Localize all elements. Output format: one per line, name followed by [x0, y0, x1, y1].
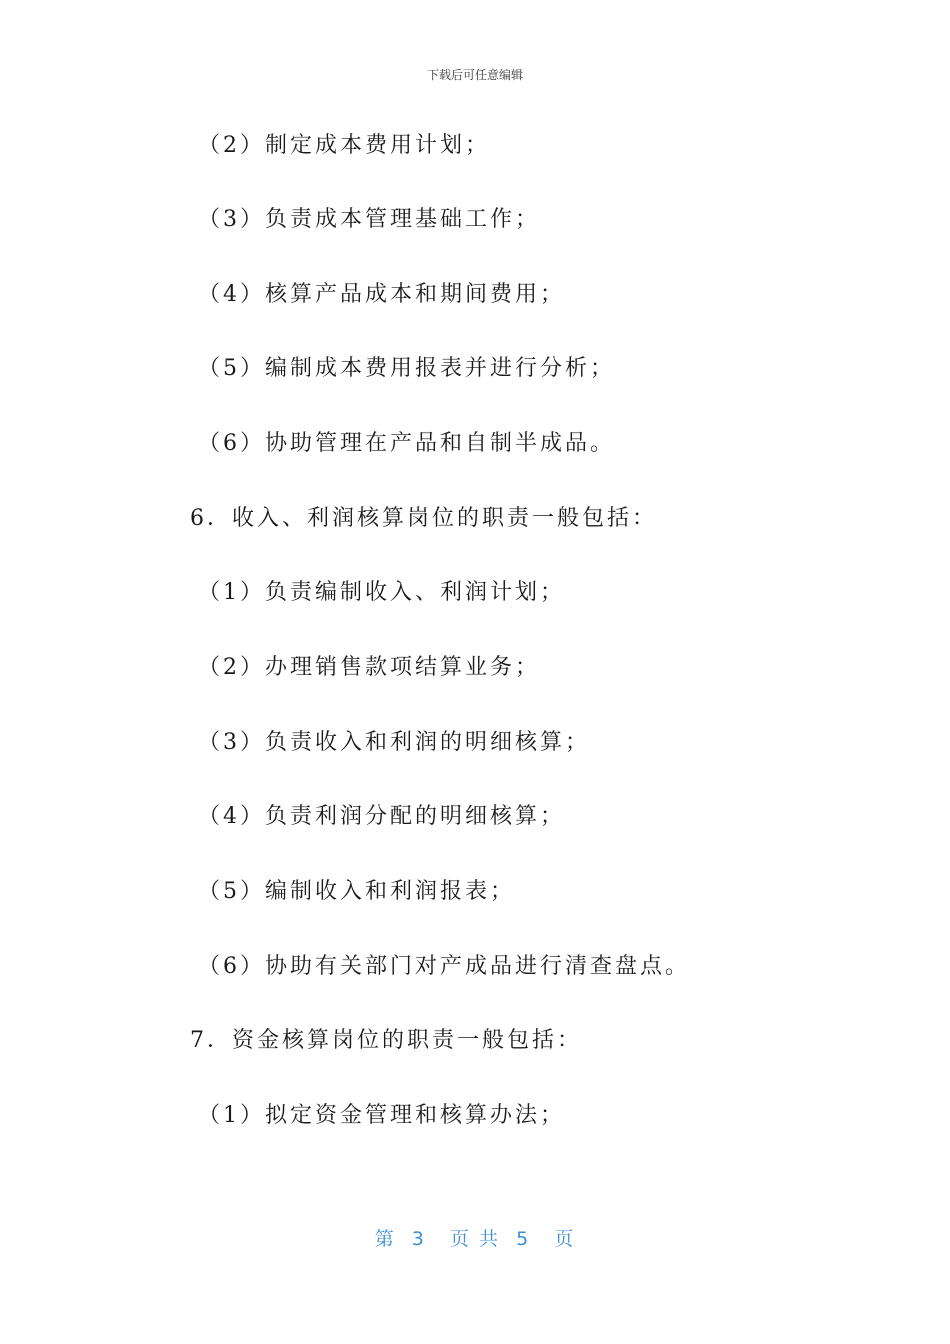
- list-item: （2）制定成本费用计划；: [198, 133, 490, 158]
- list-item: （3）负责收入和利润的明细核算；: [198, 730, 590, 755]
- list-item: （6）协助管理在产品和自制半成品。: [198, 431, 615, 456]
- list-item: （5）编制收入和利润报表；: [198, 879, 515, 904]
- section-heading: 7．资金核算岗位的职责一般包括：: [190, 1028, 582, 1053]
- list-item: （4）核算产品成本和期间费用；: [198, 282, 565, 307]
- list-item: （1）拟定资金管理和核算办法；: [198, 1103, 565, 1128]
- list-item: （2）办理销售款项结算业务；: [198, 655, 540, 680]
- list-item: （4）负责利润分配的明细核算；: [198, 804, 565, 829]
- list-item: （5）编制成本费用报表并进行分析；: [198, 356, 615, 381]
- list-item: （3）负责成本管理基础工作；: [198, 207, 540, 232]
- header-note: 下载后可任意编辑: [426, 68, 523, 82]
- page-number-footer: 第 3 页 共 5 页: [374, 1228, 576, 1250]
- list-item: （1）负责编制收入、利润计划；: [198, 580, 565, 605]
- list-item: （6）协助有关部门对产成品进行清查盘点。: [198, 954, 690, 979]
- section-heading: 6．收入、利润核算岗位的职责一般包括：: [190, 506, 657, 531]
